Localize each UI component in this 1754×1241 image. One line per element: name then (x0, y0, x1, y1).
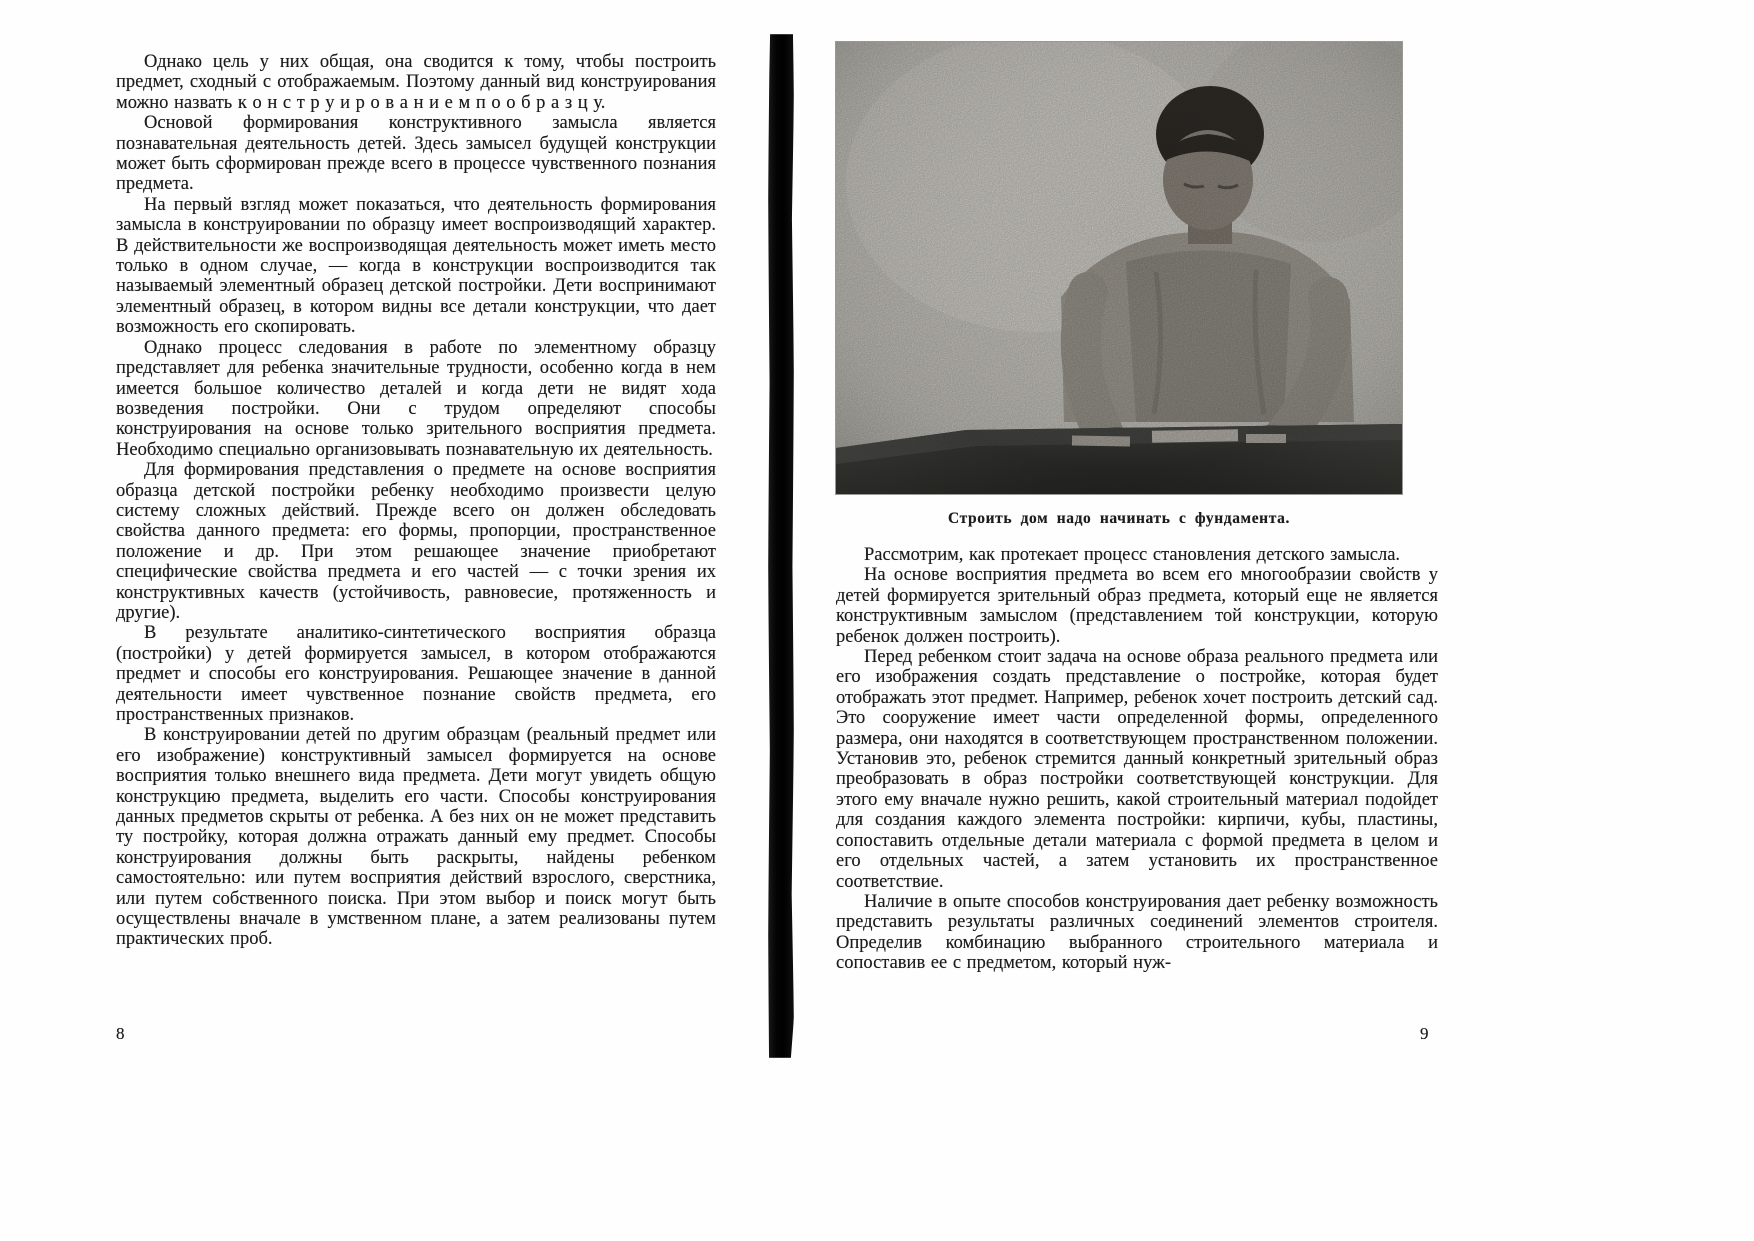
photo-figure (836, 42, 1402, 528)
page-number-left: 8 (116, 1024, 125, 1043)
paragraph: Перед ребенком стоит задача на основе образа реального предмета или его изображения создать представление о постройке, которая будет отображать этот предмет. Например, ребенок хочет построить детский сад. Это сооружение имеет части определенной формы, определенного размера, они находятся в соответствующем пространственном положении. Установив это, ребенок стремится данный конкретный зрительный образ преобразовать в образ постройки соответствующей конструкции. Для этого ему вначале нужно решить, какой строительный материал подойдет для создания каждого элемента постройки: кирпичи, кубы, пластины, сопоставить отдельные детали материала с формой предмета в целом и его отдельных частей, а затем установить их пространственное соответствие. (836, 647, 1438, 892)
paragraph: Для формирования представления о предмете на основе восприятия образца детской постройки ребенку необходимо произвести целую систему сложных действий. Прежде всего он должен обследовать свойства данного предмета: его формы, пропорции, пространственное положение и др. При этом решающее значение приобретают специфические свойства предмета и его частей — с точки зрения их конструктивных качеств (устойчивость, равновесие, протяженность и другие). (116, 460, 716, 623)
paragraph: Однако цель у них общая, она сводится к тому, чтобы построить предмет, сходный с отображаемым. Поэтому данный вид конструирования можно назвать к о н с т р у и р о в а н и е м п о о б р а з ц у. (116, 52, 716, 113)
paragraph: В конструировании детей по другим образцам (реальный предмет или его изображение) конструктивный замысел формируется на основе восприятия только внешнего вида предмета. Дети могут увидеть общую конструкцию предмета, выделить его части. Способы конструирования данных предметов скрыты от ребенка. А без них он не может представить ту постройку, которая должна отражать данный ему предмет. Способы конструирования должны быть раскрыты, найдены ребенком самостоятельно: или путем восприятия действий взрослого, сверстника, или путем собственного поиска. При этом выбор и поиск могут быть осуществлены вначале в умственном плане, а затем реализованы путем практических проб. (116, 725, 716, 950)
paragraph: В результате аналитико-синтетического восприятия образца (постройки) у детей формируется замысел, в котором отображаются предмет и способы его конструирования. Решающее значение в данной деятельности имеет чувственное познание свойств предмета, его пространственных признаков. (116, 623, 716, 725)
book-gutter-shadow (768, 34, 794, 1058)
photo-caption: Строить дом надо начинать с фундамента. (948, 510, 1290, 527)
left-page-text (116, 52, 716, 950)
paragraph: Наличие в опыте способов конструирования дает ребенку возможность представить результаты различных соединений элементов строителя. Определив комбинацию выбранного строительного материала и сопоставив ее с предметом, который нуж- (836, 891, 1438, 974)
right-page-text (836, 545, 1438, 974)
page-number-right: 9 (1420, 1024, 1429, 1043)
boy-building-blocks-photo (836, 42, 1402, 494)
paragraph: Однако процесс следования в работе по элементному образцу представляет для ребенка значительные трудности, особенно когда в нем имеется большое количество деталей и когда дети не видят хода возведения постройки. Они с трудом определяют способы конструирования на основе только зрительного восприятия предмета. Необходимо специально организовывать познавательную их деятельность. (116, 337, 716, 460)
paragraph: Основой формирования конструктивного замысла является познавательная деятельность детей. Здесь замысел будущей конструкции может быть сформирован прежде всего в процессе чувственного познания предмета. (116, 113, 716, 195)
paragraph: На основе восприятия предмета во всем его многообразии свойств у детей формируется зрительный образ предмета, который еще не является конструктивным замыслом (представлением той конструкции, которую ребенок должен построить). (836, 565, 1438, 647)
paragraph: Рассмотрим, как протекает процесс становления детского замысла. (864, 545, 1401, 565)
paragraph: На первый взгляд может показаться, что деятельность формирования замысла в конструировании по образцу имеет воспроизводящий характер. В действительности же воспроизводящая деятельность может иметь место только в одном случае, — когда в конструкции воспроизводится так называемый элементный образец детской постройки. Дети воспринимают элементный образец, в котором видны все детали конструкции, что дает возможность его скопировать. (116, 194, 716, 338)
